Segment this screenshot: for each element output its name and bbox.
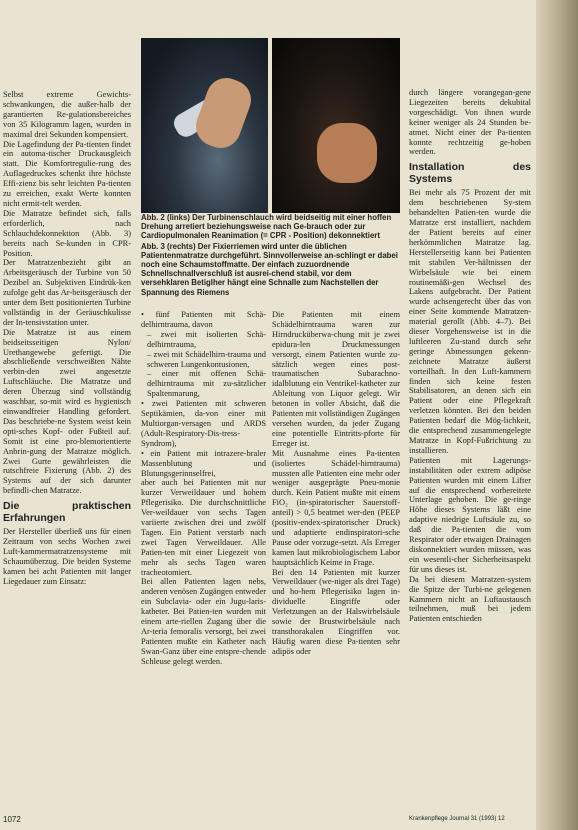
section-heading: Installation des Systems xyxy=(409,161,531,186)
caption-abb-3: Abb. 3 (rechts) Der Fixierriemen wird unter die üblichen Patientenmatratze durchgeführt. Sinnvollerweise an-schlingt er dabei noch eine Schaumstoffmatte. Der einfach zuzuordnende Schnellschnallverschluß ist ausrei-chend stabil, vor dem versehklaren Betiglher hängt eine Schnalle zum Nachstellen der Spannung des Riemens xyxy=(141,241,398,297)
paragraph: Die Matratze ist aus einem beidseitsseitigen Nylon/ Urethangewebe gefertigt. Die abschließende verschweißten Nähte verbin-den zwei angesetzte Luftschläuche. Die Matratze und deren Überzug sind vollständig waschbar, so-mit wird es hygienisch einwandfreier Handling gefordert. Das beschriebe-ne System weist kein opti-sches Kopf- oder Fußteil auf. Somit ist eine pro-blemorientierte Anbrin-gung der Matratze möglich. Zwei Gurte gewährleisten die rutschfreie Fixierung (Abb. 2) des Systems auf der sich darunter befindli-chen Matratze. xyxy=(3,327,131,496)
column-1 xyxy=(3,90,131,587)
paragraph: aber auch bei Patienten mit nur kurzer Verweildauer und hohem Pflegerisiko. Die durchschnittliche Ver-weildauer von sechs Tagen variierte zwischen drei und zwölf Tagen. Ein Patient verstarb nach zwei Tagen Verweildauer. Alle Patien-ten mit einer Liegezeit von mehr als sechs Tagen waren tracheotomiert. xyxy=(141,478,266,577)
page-number: 1072 xyxy=(3,815,21,824)
list-item: – zwei mit Schädelhirn-trauma und schweren Lungenkontusionen, xyxy=(147,349,266,369)
column-3 xyxy=(272,310,400,657)
column-4 xyxy=(409,88,531,624)
journal-reference: Krankenpflege Journal 31 (1993) 12 xyxy=(409,816,505,822)
paragraph: Bei den 14 Patienten mit kurzer Verweildauer (we-niger als drei Tage) und ho-hem Pflegerisiko lagen in-dividuelle Eingriffe oder Verletzungen an der Halswirbelsäule sowie der Brustwirbelsäule nach transthorakalen Eingriffen vor. Häufig waren diese Pa-tienten sehr adipös oder xyxy=(272,567,400,656)
column-2 xyxy=(141,310,266,667)
figure-caption xyxy=(141,213,401,298)
caption-abb-2: Abb. 2 (links) Der Turbinenschlauch wird beidseitig mit einer hoffen Drehung arretiert beziehungsweise nach Ge-brauch oder zur Cardiopulmonalen Reanimation (= CPR - Position) dekonnektiert xyxy=(141,213,392,241)
paragraph: Die Patienten mit einem Schädelhirntrauma waren zur Hirndrucküberwa-chung mit je zwei epidura-len Druckmessungen versorgt, einem Patienten wurde zu-sätzlich wegen eines post-traumatischen Subarachno-idalblutung ein Ventrikel-katheter zur Ableitung von Liquor gelegt. Wir betonen in voller Absicht, daß die Patienten mit vollständigen Zugängen versehen wurden, da jeder Zugang eine potentielle Eintritts-pforte für Erreger ist. xyxy=(272,310,400,448)
paragraph: Mit Ausnahme eines Pa-tienten (isoliertes Schädel-hirntrauma) mussten alle Patienten eine mehr oder weniger ausgeprägte Pneu-monie durch. Kein Patient mußte mit einem FiO₂ (in-spiratorischer Sauerstoff-anteil) > 0,5 beatmet wer-den (PEEP (positiv-endex-spiratorischer Druck) und adaptierte endinspiratori-sche Pause oder vorzuge-setzt. Als Erreger kamen laut mikrobiologischem Labor hauptsächlich Keime in Frage. xyxy=(272,448,400,567)
paragraph: Selbst extreme Gewichts-schwankungen, die außer-halb der garantierten Re-gulationsbereiches von 35 Kilogramm lagen, wurden in maximal drei Sekunden kompensiert. xyxy=(3,90,131,139)
photo-turbine-hose xyxy=(141,38,268,213)
section-heading: Die praktischen Erfahrungen xyxy=(3,500,131,525)
paragraph: Bei mehr als 75 Prozent der mit dem beschriebenen Sy-stem behandelten Patien-ten wurde die Matratze erst installiert, nachdem der Patient bereits auf einer herkömmlichen Matratze lag. Herstellerseitig kann bei Patienten mit stabilen Ver-hältnissen der Wirbelsäule wie bei einem routinemäßi-gen Wechsel des Lakens aufgebracht. Der Patient wurde achsengerecht über das von einer Seite kommende Matratzen-material gerollt (Abb. 4–7). Bei dieser Vorgehensweise ist in die luftleeren Zu-stand durch sehr geringe Abmessungen gekenn-zeichnete Matratze äußerst vorteilhaft. In den Luft-kammern finden sich keine festen Stabilisatoren, an denen sich ein Patient oder eine Pflegekraft verletzen könnten. Bei den beiden Patienten bedarf die Mög-lichkeit, die entsprechend zusammengelegte Matratze in Kopf-Fußrichtung zu installieren. xyxy=(409,188,531,455)
list-item: • ein Patient mit intrazere-braler Massenblutung und Blutungsgerinnselfrei, xyxy=(141,448,266,478)
paragraph: Die Matratze befindet sich, falls erforderlich, nach Schlauchdekonnektion (Abb. 3) bereits nach Se-kunden in CPR-Position. xyxy=(3,208,131,258)
photo-fixing-strap xyxy=(272,38,400,213)
hand xyxy=(190,72,256,153)
patient-list xyxy=(141,310,266,478)
list-item: – einer mit offenen Schä-delhirntrauma mit zu-sätzlicher Spaltenmarung, xyxy=(147,369,266,399)
paragraph: Der Matratzenbezieht gibt an Arbeitsgeräusch der Turbine von 50 Dezibel an. Subjektiven Eindrük-ken zufolge geht das Ar-beitsgeräusch der unter dem Bett positionierten Turbine vollständig in der Geräuschkulisse der In-tensivstation unter. xyxy=(3,258,131,327)
paragraph: durch längere vorangegan-gene Liegezeiten bereits dekubital vorgeschädigt. Von ihnen wurde keiner weniger als 24 Stunden be-atmet. Nicht einer der Pa-tienten konnte rechtzeitig ge-hoben werden. xyxy=(409,88,531,157)
paragraph: Patienten mit Lagerungs-instabilitäten oder extrem adipöse Patienten wurden mit einem Lifter auf die entsprechend vorbereitete Unterlage gehoben. Die ge-ringe Höhe dieses Systems läßt eine adaptive niedrige Luftsäule zu, so daß die Pa-tienten die vom Respirator oder etwaigen Drainagen diskonnektiert wurden müssen, was ein wesentli-cher Sicherheitsaspekt für uns dieses ist. xyxy=(409,455,531,574)
list-item: • zwei Patienten mit schweren Septikämien, da-von einer mit Multiorgan-versagen und ARDS (Adult-Respiratory-Dis-tress-Syndrom), xyxy=(141,399,266,448)
paragraph: Der Hersteller überließ uns für einen Zeitraum von sechs Wochen zwei Luft-kammermatratzensysteme mit Schaumüberzug. Die beiden Systeme kamen bei acht Patienten mit langer Liegedauer zum Einsatz: xyxy=(3,527,131,586)
page-edge-shadow xyxy=(536,0,578,830)
paragraph: Die Lagefindung der Pa-tienten findet ein automa-tischer Druckausgleich statt. Die Komfortregulie-rung des Auflagedruckes schenkt ihre höchste Effi-zienz bis sehr leichten Pa-tienten zu erreichen, exakt Werte konnten nicht ermit-telt werden. xyxy=(3,139,131,208)
hand xyxy=(317,123,377,183)
paragraph: Bei allen Patienten lagen nebs, anderen venösen Zugängen entweder ein Subclavia- oder ein Jugu-laris-katheter. Bei Patien-ten wurden mit einem arte-riellen Zugang über die Ar-teria femoralis versorgt, bei zwei Patienten mußte ein Katheter nach Swan-Ganz über eine entspre-chende Schleuse gelegt werden. xyxy=(141,577,266,666)
list-item: – zwei mit isolierten Schä-delhirntrauma, xyxy=(147,329,266,349)
list-item: • fünf Patienten mit Schä-delhirntrauma, davon xyxy=(141,310,266,329)
paragraph: Da bei diesem Matratzen-system die Spitze der Turbi-ne gelegenen Kammern nicht an Luftaustausch teilnehmen, muß bei jedem Patienten entschieden xyxy=(409,574,531,624)
